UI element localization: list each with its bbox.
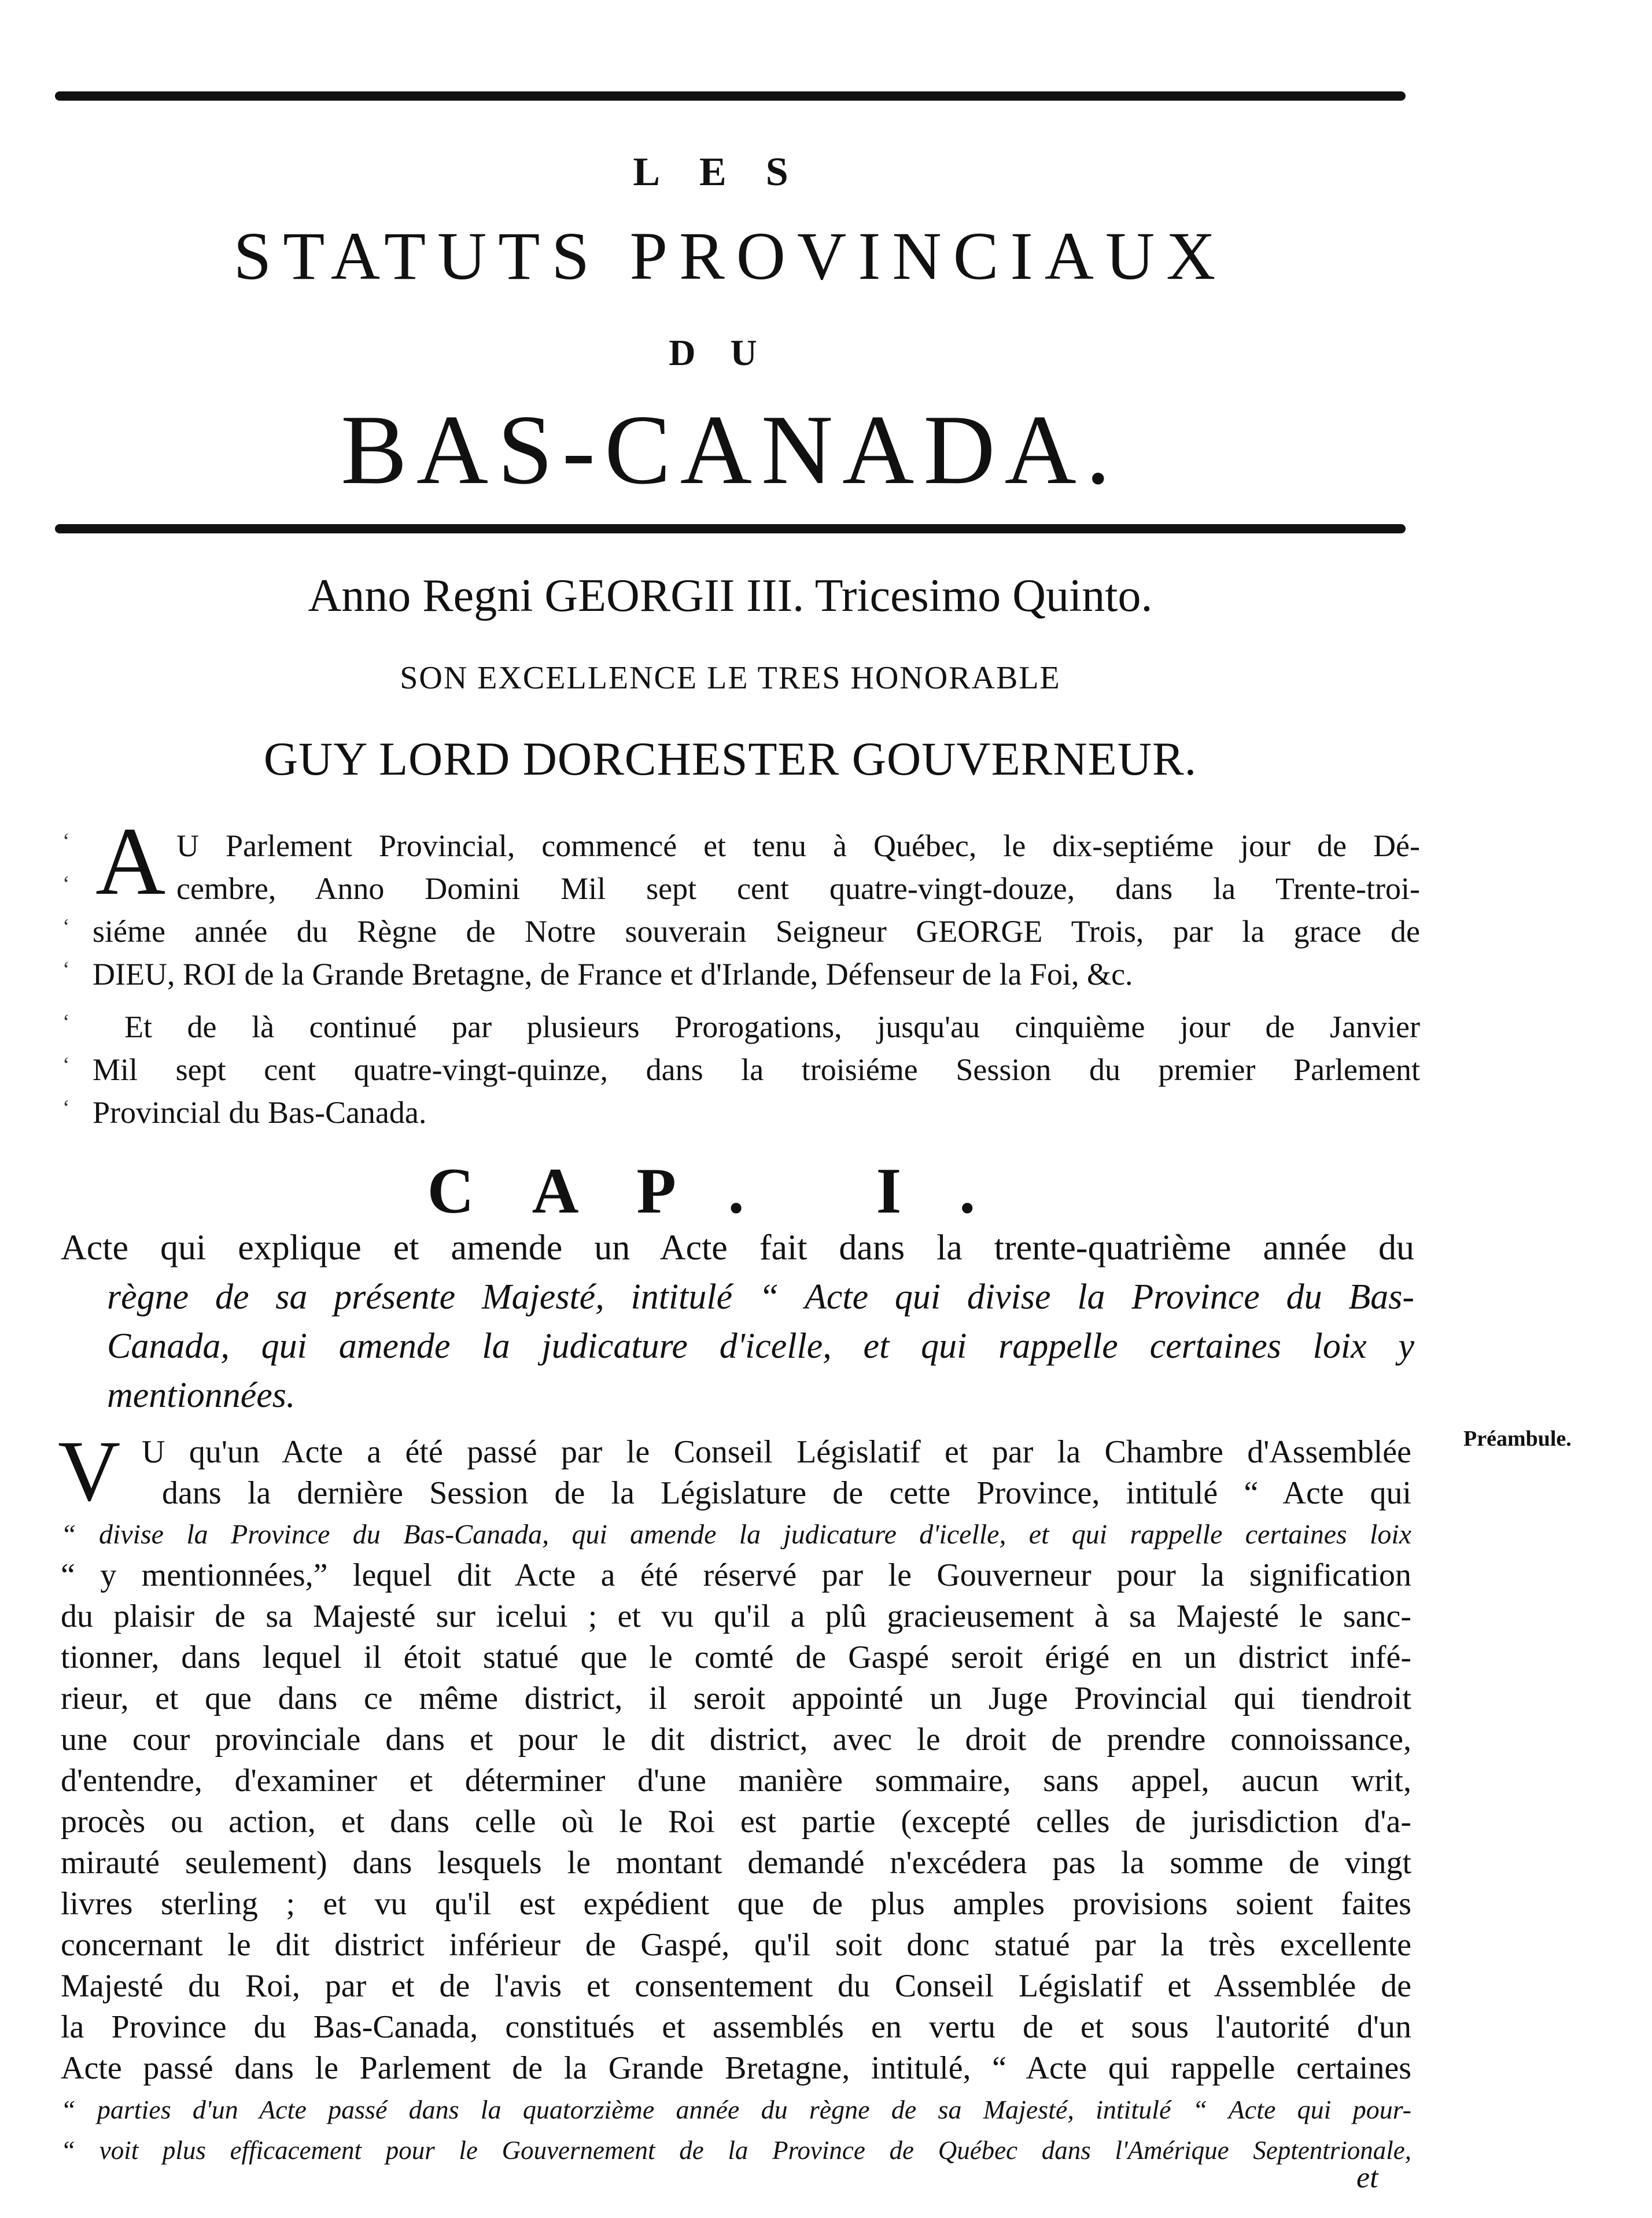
top-rule: [55, 91, 1406, 101]
quote-margin-mark: ‘: [62, 957, 70, 982]
catchword: et: [1356, 2161, 1378, 2194]
preamble-line: rieur, et que dans ce même district, il seroit appointé un Juge Provincial qui tiendroit: [61, 1681, 1411, 1716]
margin-note-preambule: Préambule.: [1463, 1427, 1572, 1451]
act-title-line: Acte qui explique et amende un Acte fait dans la trente-quatrième année du: [61, 1228, 1414, 1268]
chapter-heading: CAP. I.: [427, 1155, 1034, 1227]
quote-margin-mark: ‘: [62, 1010, 70, 1034]
preamble-paragraph: [61, 1432, 1411, 2171]
preamble-line: “ parties d'un Acte passé dans la quatorzième année du règne de sa Majesté, intitulé “ Acte qui pour-: [61, 2095, 1411, 2124]
intro-line: DIEU, ROI de la Grande Bretagne, de France et d'Irlande, Défenseur de la Foi, &c.: [93, 957, 1133, 992]
intro-line: siéme année du Règne de Notre souverain Seigneur GEORGE Trois, par la grace de: [93, 914, 1420, 949]
preamble-line: U qu'un Acte a été passé par le Conseil Législatif et par la Chambre d'Assemblée: [142, 1434, 1411, 1470]
continuation-paragraph: [61, 1005, 1420, 1134]
preamble-line: “ y mentionnées,” lequel dit Acte a été réservé par le Gouverneur pour la signification: [61, 1557, 1411, 1593]
act-title-line: règne de sa présente Majesté, intitulé “ Acte qui divise la Province du Bas-: [107, 1277, 1414, 1317]
intro-paragraph: [61, 824, 1420, 996]
intro-drop-cap: A: [95, 808, 166, 915]
son-excellence-line: SON EXCELLENCE LE TRES HONORABLE: [400, 660, 1061, 696]
preamble-line: “ divise la Province du Bas-Canada, qui amende la judicature d'icelle, et qui rappelle certaines loix: [61, 1519, 1411, 1550]
quote-margin-mark: ‘: [62, 829, 70, 853]
heading-province: BAS-CANADA.: [341, 395, 1120, 505]
intro-line: cembre, Anno Domini Mil sept cent quatre-vingt-douze, dans la Trente-troi-: [176, 871, 1420, 906]
heading-les: LES: [633, 150, 828, 194]
preamble-line: d'entendre, d'examiner et déterminer d'une manière sommaire, sans appel, aucun writ,: [61, 1763, 1411, 1799]
middle-rule: [55, 524, 1406, 533]
intro-line: U Parlement Provincial, commencé et tenu à Québec, le dix-septiéme jour de Dé-: [176, 828, 1420, 863]
act-title-line: Canada, qui amende la judicature d'icelle, et qui rappelle certaines loix y: [107, 1327, 1414, 1366]
act-title: [61, 1224, 1414, 1420]
preamble-line: mirauté seulement) dans lesquels le montant demandé n'excédera pas la somme de vingt: [61, 1845, 1411, 1881]
preamble-line: dans la dernière Session de la Législature de cette Province, intitulé “ Acte qui: [162, 1475, 1411, 1511]
preamble-line: une cour provinciale dans et pour le dit district, avec le droit de prendre connoissance,: [61, 1722, 1411, 1758]
continuation-line: Et de là continué par plusieurs Prorogations, jusqu'au cinquième jour de Janvier: [124, 1009, 1420, 1044]
heading-title: STATUTS PROVINCIAUX: [233, 218, 1227, 294]
preamble-line: “ voit plus efficacement pour le Gouvernement de la Province de Québec dans l'Amérique Septentrionale,: [61, 2136, 1411, 2165]
preamble-line: du plaisir de sa Majesté sur icelui ; et vu qu'il a plû gracieusement à sa Majesté le sanc-: [61, 1598, 1411, 1634]
governor-line: GUY LORD DORCHESTER GOUVERNEUR.: [263, 732, 1197, 785]
preamble-line: tionner, dans lequel il étoit statué que le comté de Gaspé seroit érigé en un district infé-: [61, 1639, 1411, 1675]
heading-du: DU: [669, 332, 792, 373]
regnal-year-line: Anno Regni GEORGII III. Tricesimo Quinto.: [308, 570, 1153, 621]
preamble-line: Majesté du Roi, par et de l'avis et consentement du Conseil Législatif et Assemblée de: [61, 1968, 1411, 2004]
act-title-line: mentionnées.: [107, 1376, 296, 1415]
quote-margin-mark: ‘: [62, 1096, 70, 1120]
continuation-line: Provincial du Bas-Canada.: [93, 1095, 427, 1130]
preamble-line: concernant le dit district inférieur de Gaspé, qu'il soit donc statué par la très excellente: [61, 1927, 1411, 1963]
preamble-line: livres sterling ; et vu qu'il est expédient que de plus amples provisions soient faites: [61, 1886, 1411, 1922]
preamble-line: procès ou action, et dans celle où le Roi est partie (excepté celles de jurisdiction d'a-: [61, 1804, 1411, 1840]
preamble-drop-cap: V: [58, 1423, 121, 1519]
quote-margin-mark: ‘: [62, 915, 70, 939]
preamble-line: Acte passé dans le Parlement de la Grande Bretagne, intitulé, “ Acte qui rappelle certaines: [61, 2050, 1411, 2086]
quote-margin-mark: ‘: [62, 1053, 70, 1077]
preamble-line: la Province du Bas-Canada, constitués et assemblés en vertu de et sous l'autorité d'un: [61, 2009, 1411, 2045]
quote-margin-mark: ‘: [62, 872, 70, 896]
continuation-line: Mil sept cent quatre-vingt-quinze, dans la troisiéme Session du premier Parlement: [93, 1052, 1420, 1087]
